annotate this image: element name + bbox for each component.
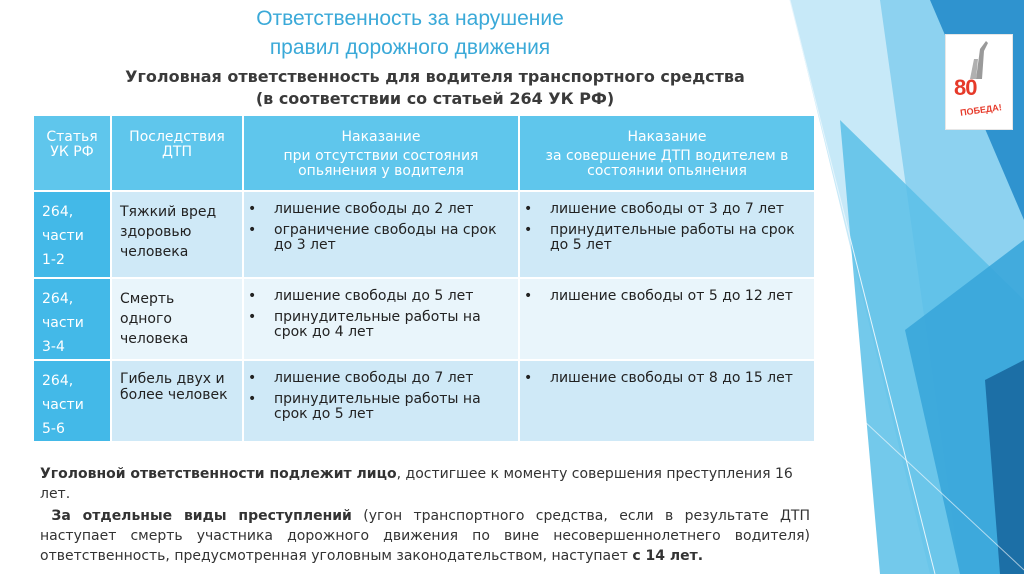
page-subtitle <box>60 66 810 110</box>
header-article-line1: Статья <box>46 129 98 145</box>
header-drunk-line3: состоянии опьянения <box>587 163 747 179</box>
table-row <box>33 191 815 278</box>
consequence-text: здоровью <box>120 224 192 240</box>
consequence-text: одного <box>120 311 172 327</box>
bullet-icon: • <box>524 288 533 304</box>
punishment-text: ограничение свободы на срок до 3 лет <box>274 222 497 253</box>
header-drunk-line2: за совершение ДТП водителем в <box>545 148 789 164</box>
subtitle-line-1: Уголовная ответственность для водителя транспортного средства <box>125 67 745 86</box>
article-text: части <box>42 315 84 331</box>
bullet-icon: • <box>248 288 257 304</box>
article-text: 3-4 <box>42 339 65 355</box>
bullet-icon: • <box>524 201 533 217</box>
bullet-icon: • <box>248 201 257 217</box>
note-age-16 <box>40 464 810 504</box>
title-line-1: Ответственность за нарушение <box>256 7 564 30</box>
punishment-drunk-cell <box>519 360 815 442</box>
header-punishment-drunk <box>519 115 815 191</box>
badge-number: 80 <box>954 75 977 100</box>
list-item <box>524 371 810 386</box>
consequence-cell <box>111 191 243 278</box>
punishment-sober-cell <box>243 278 519 360</box>
header-sober-line3: опьянения у водителя <box>298 163 464 179</box>
article-text: части <box>42 397 84 413</box>
bullet-icon: • <box>248 370 257 386</box>
consequence-text: Тяжкий вред <box>120 204 217 220</box>
article-text: 264, <box>42 204 74 220</box>
badge-text: ПОБЕДА! <box>959 102 1003 118</box>
note-age-14 <box>40 506 810 566</box>
note-age-14-bold: За отдельные виды преступлений <box>51 508 352 524</box>
title-line-2: правил дорожного движения <box>269 36 551 59</box>
article-cell <box>33 191 111 278</box>
bullet-icon: • <box>524 222 533 238</box>
punishment-drunk-cell <box>519 191 815 278</box>
bullet-icon: • <box>248 222 257 238</box>
consequence-text: Смерть <box>120 291 175 307</box>
header-consequences-line2: ДТП <box>161 144 193 160</box>
table-header-row <box>33 115 815 191</box>
note-age-16-text: , достигшее к моменту совершения преступления 16 лет. <box>40 466 793 502</box>
punishment-drunk-cell <box>519 278 815 360</box>
bullet-icon: • <box>248 391 257 407</box>
bullet-icon: • <box>248 309 257 325</box>
page-title <box>150 4 670 62</box>
list-item <box>248 371 514 386</box>
punishment-text: лишение свободы от 3 до 7 лет <box>550 201 784 217</box>
header-sober-line2: при отсутствии состояния <box>283 148 479 164</box>
consequence-text: человека <box>120 244 189 260</box>
punishment-text: принудительные работы на срок до 5 лет <box>274 391 481 422</box>
list-item <box>248 310 514 340</box>
note-age-16-bold: Уголовной ответственности подлежит лицо <box>40 466 397 482</box>
header-consequences <box>111 115 243 191</box>
table-row <box>33 360 815 442</box>
article-text: 1-2 <box>42 252 65 268</box>
consequence-text: человека <box>120 331 189 347</box>
article-text: части <box>42 228 84 244</box>
header-article-line2: УК РФ <box>50 144 94 160</box>
consequence-cell <box>111 278 243 360</box>
list-item <box>248 202 514 217</box>
list-item <box>524 223 810 253</box>
header-article <box>33 115 111 191</box>
article-text: 264, <box>42 291 74 307</box>
list-item <box>248 289 514 304</box>
article-cell <box>33 278 111 360</box>
article-text: 264, <box>42 373 74 389</box>
liability-table <box>32 114 816 443</box>
punishment-text: лишение свободы от 8 до 15 лет <box>550 370 793 386</box>
consequence-text: Гибель двух и <box>120 371 225 387</box>
note-age-14-end: с 14 лет. <box>632 548 704 564</box>
punishment-sober-cell <box>243 191 519 278</box>
punishment-text: лишение свободы до 7 лет <box>274 370 474 386</box>
header-punishment-sober <box>243 115 519 191</box>
header-consequences-line1: Последствия <box>129 129 225 145</box>
punishment-text: лишение свободы до 5 лет <box>274 288 474 304</box>
bullet-icon: • <box>524 370 533 386</box>
list-item <box>524 202 810 217</box>
list-item <box>248 392 514 422</box>
consequence-cell <box>111 360 243 442</box>
consequence-text: более человек <box>120 387 228 403</box>
article-text: 5-6 <box>42 421 65 437</box>
article-cell <box>33 360 111 442</box>
list-item <box>524 289 810 304</box>
punishment-text: лишение свободы до 2 лет <box>274 201 474 217</box>
subtitle-line-2: (в соответствии со статьей 264 УК РФ) <box>255 89 615 108</box>
list-item <box>248 223 514 253</box>
header-sober-line1: Наказание <box>341 129 421 145</box>
table-row <box>33 278 815 360</box>
punishment-sober-cell <box>243 360 519 442</box>
victory-80-logo <box>945 34 1013 130</box>
punishment-text: лишение свободы от 5 до 12 лет <box>550 288 793 304</box>
header-drunk-line1: Наказание <box>627 129 707 145</box>
note-age-14-text: (угон транспортного средства, если в результате ДТП наступает смерть участника дорожного движения по вине несовершеннолетнего водителя) ответственность, предусмотренная уголовным законодательством, наступает <box>40 508 811 564</box>
punishment-text: принудительные работы на срок до 4 лет <box>274 309 481 340</box>
punishment-text: принудительные работы на срок до 5 лет <box>550 222 795 253</box>
